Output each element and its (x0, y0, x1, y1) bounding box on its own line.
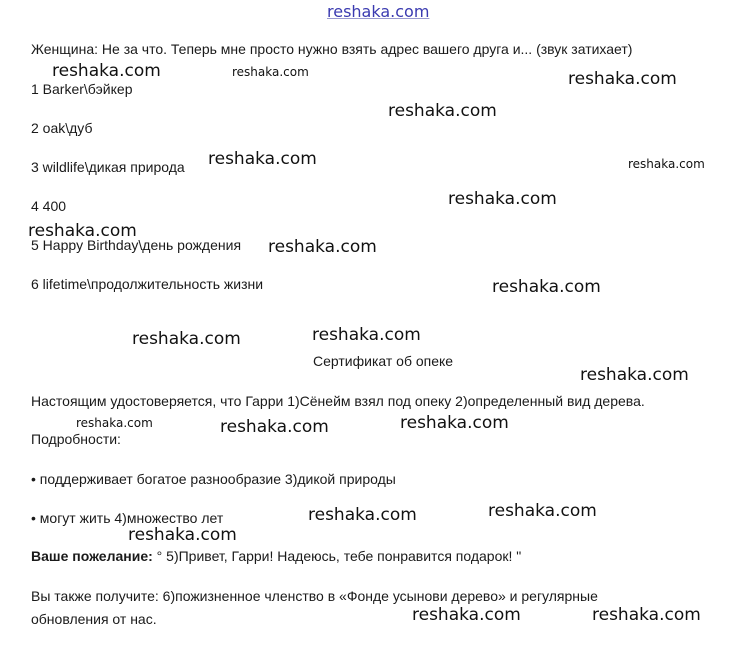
answer-4: 4 400 (31, 198, 67, 214)
bullet-1: • поддерживает богатое разнообразие 3)дикой природы (31, 471, 396, 487)
bullet-2: • могут жить 4)множество лет (31, 510, 224, 526)
watermark: reshaka.com (128, 525, 237, 545)
answer-2: 2 oak\дуб (31, 120, 93, 136)
watermark: reshaka.com (492, 277, 601, 297)
header-watermark: reshaka.com (327, 2, 430, 21)
watermark: reshaka.com (388, 101, 497, 121)
watermark: reshaka.com (592, 605, 701, 625)
watermark: reshaka.com (628, 157, 705, 171)
answer-5: 5 Happy Birthday\день рождения (31, 237, 242, 253)
watermark: reshaka.com (232, 65, 309, 79)
also-line-2: обновления от нас. (31, 611, 157, 627)
wish-label: Ваше пожелание: (31, 548, 153, 564)
certificate-title: Сертификат об опеке (313, 353, 454, 369)
watermark: reshaka.com (308, 505, 417, 525)
answer-6: 6 lifetime\продолжительность жизни (31, 276, 264, 292)
watermark: reshaka.com (76, 416, 153, 430)
answer-3: 3 wildlife\дикая природа (31, 159, 185, 175)
certify-line: Настоящим удостоверяется, что Гарри 1)Сёнейм взял под опеку 2)определенный вид дерева. (31, 393, 645, 409)
watermark: reshaka.com (208, 149, 317, 169)
wish-line (31, 547, 521, 565)
watermark: reshaka.com (580, 365, 689, 385)
watermark: reshaka.com (568, 69, 677, 89)
watermark: reshaka.com (400, 413, 509, 433)
watermark: reshaka.com (488, 501, 597, 521)
watermark: reshaka.com (448, 189, 557, 209)
watermark: reshaka.com (312, 325, 421, 345)
watermark: reshaka.com (412, 605, 521, 625)
watermark: reshaka.com (220, 417, 329, 437)
wish-text: ° 5)Привет, Гарри! Надеюсь, тебе понравится подарок! " (152, 548, 522, 564)
watermark: reshaka.com (268, 237, 377, 257)
watermark: reshaka.com (28, 221, 137, 241)
also-line-1: Вы также получите: 6)пожизненное членство в «Фонде усынови дерево» и регулярные (31, 588, 598, 604)
woman-line: Женщина: Не за что. Теперь мне просто нужно взять адрес вашего друга и... (звук затихает) (31, 41, 633, 57)
watermark: reshaka.com (52, 61, 161, 81)
details-label: Подробности: (31, 431, 121, 447)
answer-1: 1 Barker\бэйкер (31, 81, 133, 97)
watermark: reshaka.com (132, 329, 241, 349)
